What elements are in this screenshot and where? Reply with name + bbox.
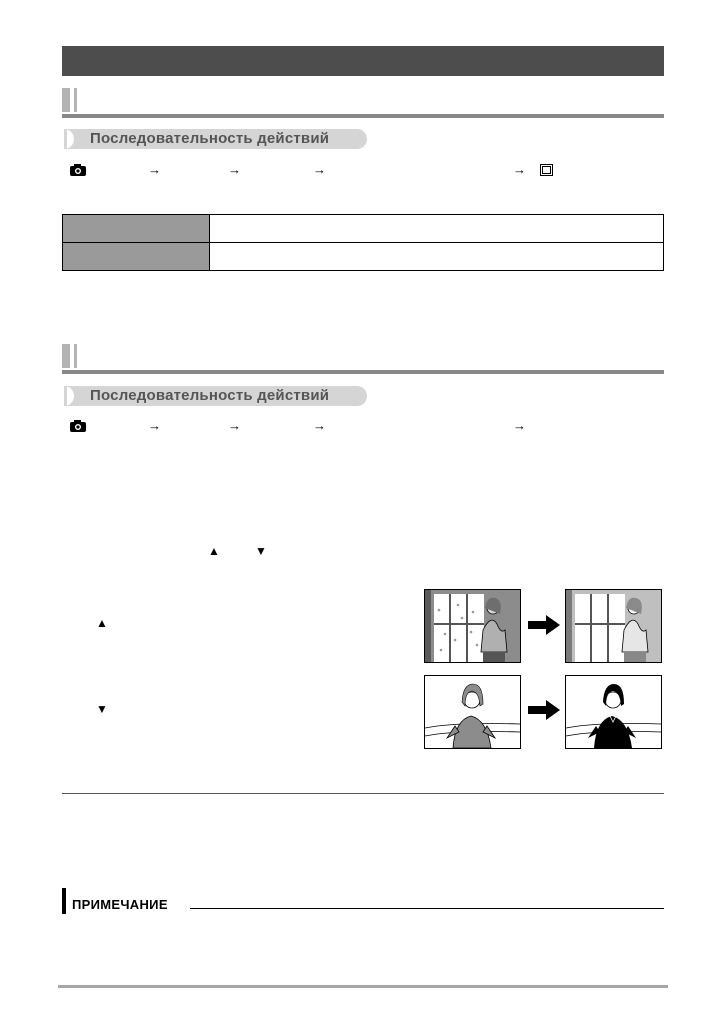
- section-marker: [62, 88, 70, 112]
- arrow-right-icon: →: [148, 162, 161, 177]
- procedure-label: Последовательность действий: [90, 387, 330, 404]
- section-2-heading: [62, 342, 664, 374]
- section-marker-stripe: [74, 88, 77, 112]
- example-photo-portrait-before: [424, 675, 521, 749]
- table-row: [63, 243, 664, 271]
- arrow-right-icon: →: [148, 418, 161, 433]
- chapter-banner: [62, 46, 664, 76]
- table-key-cell: [63, 215, 210, 243]
- procedure-sequence-2: [70, 419, 630, 435]
- section-1-heading: [62, 86, 664, 118]
- section-marker: [62, 344, 70, 368]
- arrow-right-icon: [528, 700, 560, 720]
- footer-rule: [58, 985, 668, 988]
- procedure-label: Последовательность действий: [90, 130, 330, 147]
- section-rule: [62, 114, 664, 118]
- table-row: [63, 215, 664, 243]
- note-rule: [190, 908, 664, 909]
- arrow-right-icon: →: [513, 162, 526, 177]
- note-marker: [62, 888, 66, 914]
- settings-table: [62, 214, 664, 271]
- single-frame-icon: [540, 164, 553, 176]
- triangle-down-icon: ▼: [255, 544, 267, 558]
- arrow-right-icon: →: [228, 418, 241, 433]
- arrow-right-icon: →: [313, 418, 326, 433]
- divider: [62, 793, 664, 794]
- triangle-up-icon: ▲: [96, 616, 108, 630]
- arrow-right-icon: [528, 615, 560, 635]
- arrow-right-icon: →: [313, 162, 326, 177]
- camera-icon: [70, 420, 86, 432]
- triangle-down-icon: ▼: [96, 702, 108, 716]
- procedure-pill-2: [64, 386, 367, 406]
- example-photo-backlit-before: [424, 589, 521, 663]
- triangle-up-icon: ▲: [208, 544, 220, 558]
- section-marker-stripe: [74, 344, 77, 368]
- table-value-cell: [210, 215, 664, 243]
- camera-icon: [70, 164, 86, 176]
- procedure-pill-1: [64, 129, 367, 149]
- table-key-cell: [63, 243, 210, 271]
- example-photo-portrait-after: [565, 675, 662, 749]
- note-heading: ПРИМЕЧАНИЕ: [72, 897, 168, 912]
- section-rule: [62, 370, 664, 374]
- arrow-right-icon: →: [513, 418, 526, 433]
- pill-cap-edge: [64, 386, 67, 406]
- example-photo-backlit-after: [565, 589, 662, 663]
- table-value-cell: [210, 243, 664, 271]
- arrow-right-icon: →: [228, 162, 241, 177]
- procedure-sequence-1: [70, 163, 630, 179]
- pill-cap-edge: [64, 129, 67, 149]
